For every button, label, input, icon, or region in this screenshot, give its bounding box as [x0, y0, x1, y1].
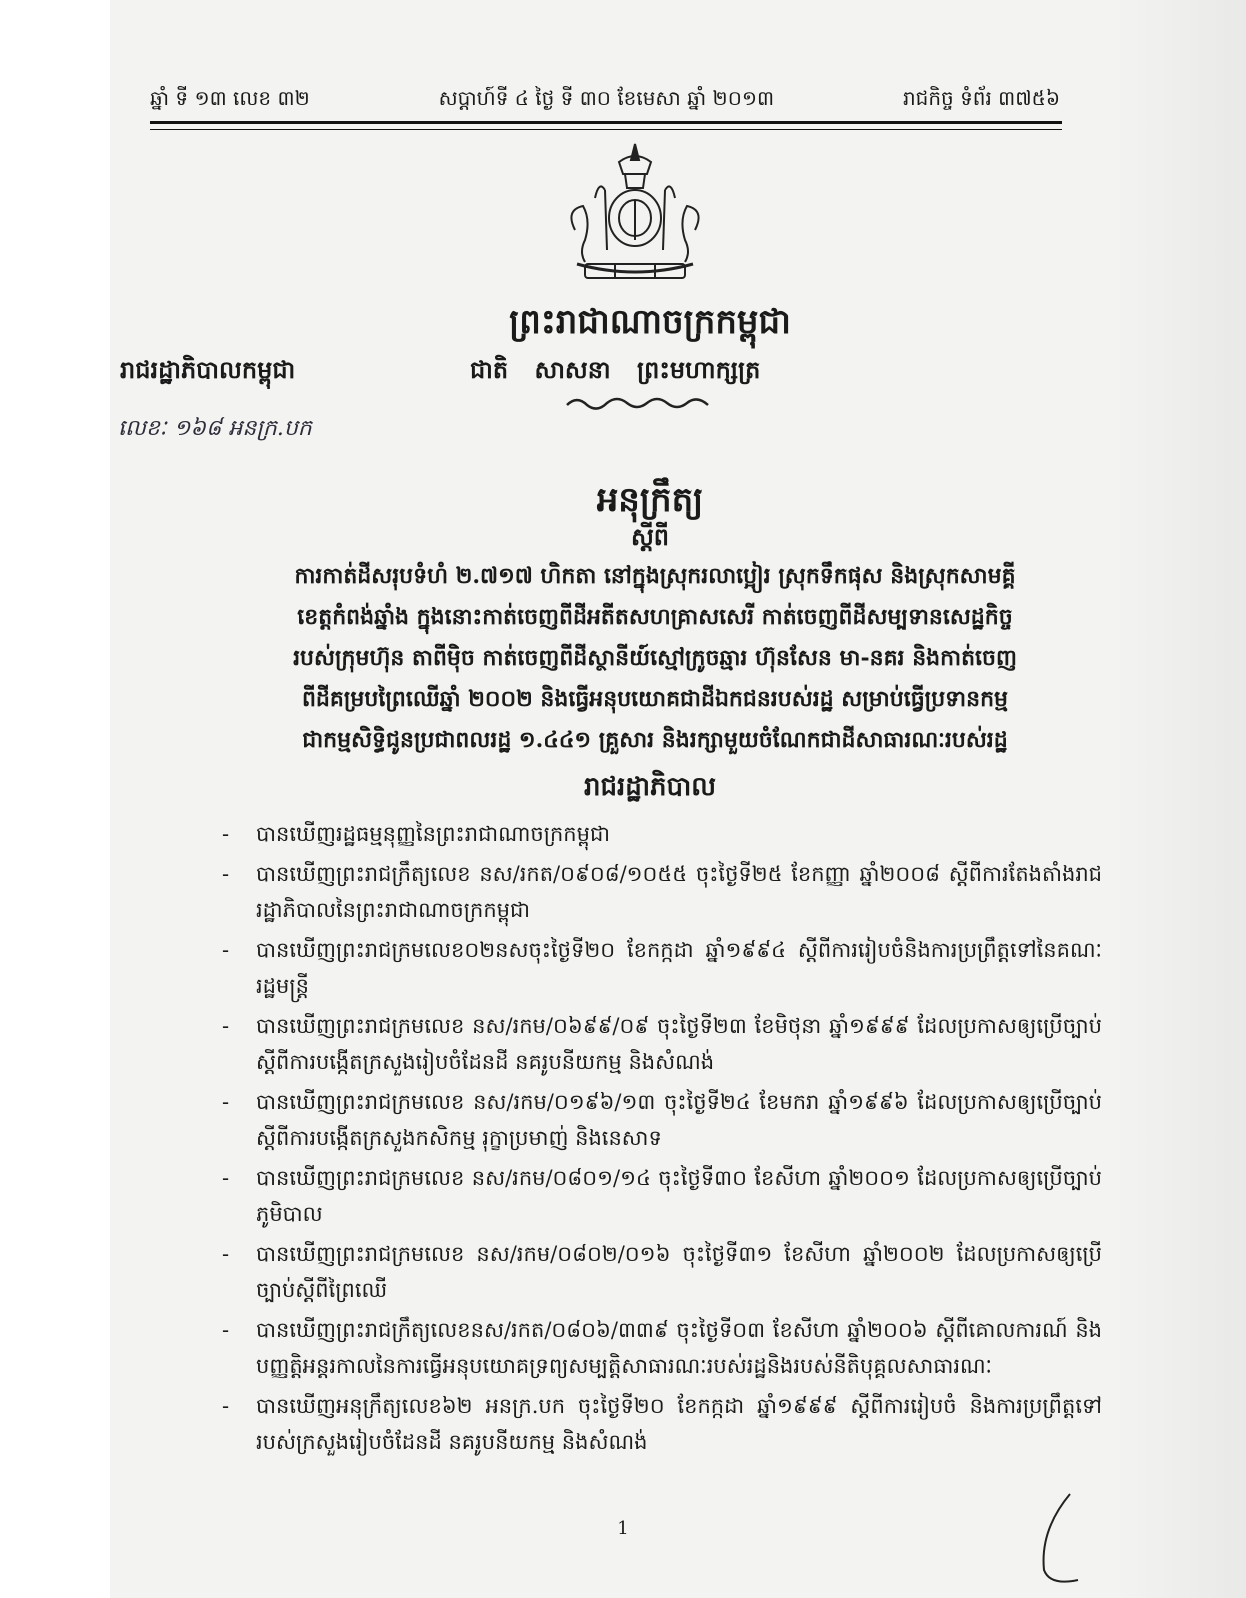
list-dash: - [222, 1242, 230, 1266]
government-heading: រាជរដ្ឋាភិបាល [583, 772, 717, 802]
header-page: រាជកិច្ច ទំព័រ ៣៧៥៦ [902, 86, 1060, 110]
issuing-government: រាជរដ្ឋាភិបាលកម្ពុជា [120, 355, 296, 384]
list-dash: - [222, 938, 230, 962]
document-title: អនុក្រឹត្យ [596, 480, 704, 520]
consideration-text: បានឃើញព្រះរាជក្រមលេខ នស/រកម/០១៩៦/១៣ ចុះថ្ងៃទី២៤ ខែមករា ឆ្នាំ១៩៩៦ ដែលប្រកាសឲ្យប្រើច្បាប់ ស្តីពីការបង្កើតក្រសួងកសិកម្ម រុក្ខាប្រមាញ់ និងនេសាទ [256, 1090, 1102, 1150]
header-date: សប្តាហ៍ទី ៤ ថ្ងៃ ទី ៣០ ខែមេសា ឆ្នាំ ២០១៣ [438, 86, 775, 110]
header-issue: ឆ្នាំ ទី ១៣ លេខ ៣២ [150, 86, 310, 110]
header-rule [150, 121, 1062, 130]
ornament-divider-icon [565, 393, 710, 413]
page-number: 1 [617, 1518, 629, 1539]
consideration-text: បានឃើញរដ្ឋធម្មនុញ្ញនៃព្រះរាជាណាចក្រកម្ពុជា [256, 822, 610, 846]
gazette-header [150, 82, 1060, 118]
scan-margin-left [0, 0, 110, 1598]
consideration-item [222, 816, 1102, 852]
consideration-item [222, 856, 1102, 928]
list-dash: - [222, 1166, 230, 1190]
document-number: លេខៈ ១៦៨ អនក្រ.បក [118, 416, 312, 441]
consideration-text: បានឃើញព្រះរាជក្រមលេខ នស/រកម/០៨០២/០១៦ ចុះថ្ងៃទី៣១ ខែសីហា ឆ្នាំ២០០២ ដែលប្រកាសឲ្យប្រើច្បាប់ស្តីពីព្រៃឈើ [256, 1242, 1102, 1302]
consideration-text: បានឃើញព្រះរាជក្រមលេខ០២នសចុះថ្ងៃទី២០ ខែកក្កដា ឆ្នាំ១៩៩៤ ស្តីពីការរៀបចំនិងការប្រព្រឹត្តទៅនៃគណៈរដ្ឋមន្ត្រី [256, 938, 1102, 998]
considerations-list [222, 816, 1102, 1464]
royal-emblem-icon [555, 140, 715, 290]
consideration-item [222, 1236, 1102, 1308]
subject-line: ពីដីគម្របព្រៃឈើឆ្នាំ ២០០២ និងធ្វើអនុបយោគជាដីឯកជនរបស់រដ្ឋ សម្រាប់ធ្វើប្រទានកម្ម [301, 686, 1009, 712]
consideration-item [222, 1312, 1102, 1384]
consideration-item [222, 1160, 1102, 1232]
national-motto: ជាតិ សាសនា ព្រះមហាក្សត្រ [470, 355, 761, 384]
decree-subject [215, 556, 1095, 761]
list-dash: - [222, 1014, 230, 1038]
consideration-text: បានឃើញព្រះរាជក្រមលេខ នស/រកម/០៨០១/១៤ ចុះថ្ងៃទី៣០ ខែសីហា ឆ្នាំ២០០១ ដែលប្រកាសឲ្យប្រើច្បាប់ភូមិបាល [256, 1166, 1102, 1226]
subject-line: ជាកម្មសិទ្ធិជូនប្រជាពលរដ្ឋ ១.៤៤១ គ្រួសារ និងរក្សាមួយចំណែកជាដីសាធារណៈរបស់រដ្ឋ [302, 727, 1008, 753]
list-dash: - [222, 822, 230, 846]
subject-line: ខេត្តកំពង់ឆ្នាំង ក្នុងនោះកាត់ចេញពីដីអតីតសហគ្រាសសេរី កាត់ចេញពីដីសម្បទានសេដ្ឋកិច្ច [297, 604, 1013, 630]
pen-mark-icon [1030, 1490, 1090, 1590]
list-dash: - [222, 1090, 230, 1114]
list-dash: - [222, 1318, 230, 1342]
consideration-text: បានឃើញព្រះរាជក្រមលេខ នស/រកម/០៦៩៩/០៩ ចុះថ្ងៃទី២៣ ខែមិថុនា ឆ្នាំ១៩៩៩ ដែលប្រកាសឲ្យប្រើច្បាប់ស្តីពីការបង្កើតក្រសួងរៀបចំដែនដី នគរូបនីយកម្ម និងសំណង់ [256, 1014, 1102, 1074]
subject-line: របស់ក្រុមហ៊ុន តាពីម៉ិច កាត់ចេញពីដីស្ថានីយ៍ស្មៅក្រូចឆ្មារ ហ៊ុនសែន មា-នគរ និងកាត់ចេញ [293, 645, 1017, 671]
kingdom-title: ព្រះរាជាណាចក្រកម្ពុជា [509, 302, 791, 342]
list-dash: - [222, 862, 230, 886]
list-dash: - [222, 1394, 230, 1418]
consideration-text: បានឃើញអនុក្រឹត្យលេខ៦២ អនក្រ.បក ចុះថ្ងៃទី២០ ខែកក្កដា ឆ្នាំ១៩៩៩ ស្តីពីការរៀបចំ និងការប្រព្រឹត្តទៅរបស់ក្រសួងរៀបចំដែនដី នគរូបនីយកម្ម និងសំណង់ [256, 1394, 1102, 1454]
subject-line: ការកាត់ដីសរុបទំហំ ២.៧១៧ ហិកតា នៅក្នុងស្រុករលាប្អៀរ ស្រុកទឹកផុស និងស្រុកសាមគ្គី [294, 563, 1016, 589]
consideration-item [222, 1388, 1102, 1460]
consideration-item [222, 1008, 1102, 1080]
consideration-text: បានឃើញព្រះរាជក្រឹត្យលេខនស/រកត/០៨០៦/៣៣៩ ចុះថ្ងៃទី០៣ ខែសីហា ឆ្នាំ២០០៦ ស្តីពីគោលការណ៍ និងបញ្ញត្តិអន្តរកាលនៃការធ្វើអនុបយោគទ្រព្យសម្បត្តិសាធារណៈរបស់រដ្ឋនិងរបស់នីតិបុគ្គលសាធារណៈ [256, 1318, 1102, 1378]
title-about: ស្តីពី [630, 522, 670, 551]
consideration-text: បានឃើញព្រះរាជក្រឹត្យលេខ នស/រកត/០៩០៨/១០៥៥ ចុះថ្ងៃទី២៥ ខែកញ្ញា ឆ្នាំ២០០៨ ស្តីពីការតែងតាំងរាជរដ្ឋាភិបាលនៃព្រះរាជាណាចក្រកម្ពុជា [256, 862, 1102, 922]
scan-margin-right [1116, 0, 1246, 1598]
consideration-item [222, 932, 1102, 1004]
consideration-item [222, 1084, 1102, 1156]
